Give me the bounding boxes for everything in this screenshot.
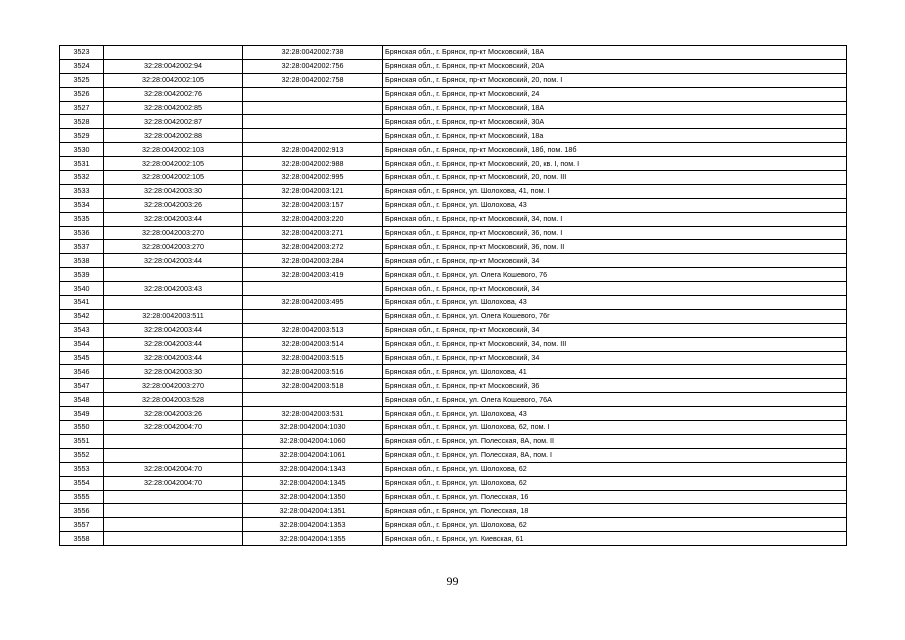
- address-cell: Брянская обл., г. Брянск, ул. Шолохова, 62: [383, 476, 847, 490]
- address-cell: Брянская обл., г. Брянск, ул. Киевская, 61: [383, 532, 847, 546]
- table-row: [60, 59, 847, 73]
- address-cell: Брянская обл., г. Брянск, ул. Шолохова, 62: [383, 462, 847, 476]
- object-number-cell: [243, 115, 383, 129]
- row-number-cell: 3534: [60, 198, 104, 212]
- address-cell: Брянская обл., г. Брянск, пр-кт Московский, 20А: [383, 59, 847, 73]
- row-number-cell: 3554: [60, 476, 104, 490]
- parcel-number-cell: 32:28:0042003:44: [104, 351, 243, 365]
- object-number-cell: 32:28:0042002:988: [243, 157, 383, 171]
- row-number-cell: 3526: [60, 87, 104, 101]
- row-number-cell: 3558: [60, 532, 104, 546]
- parcel-number-cell: 32:28:0042003:43: [104, 282, 243, 296]
- table-row: [60, 504, 847, 518]
- parcel-number-cell: 32:28:0042002:94: [104, 59, 243, 73]
- object-number-cell: 32:28:0042003:220: [243, 212, 383, 226]
- address-cell: Брянская обл., г. Брянск, пр-кт Московский, 34, пом. I: [383, 212, 847, 226]
- object-number-cell: 32:28:0042003:518: [243, 379, 383, 393]
- row-number-cell: 3548: [60, 393, 104, 407]
- row-number-cell: 3528: [60, 115, 104, 129]
- object-number-cell: [243, 101, 383, 115]
- address-cell: Брянская обл., г. Брянск, ул. Шолохова, 62, пом. I: [383, 421, 847, 435]
- row-number-cell: 3552: [60, 448, 104, 462]
- object-number-cell: 32:28:0042002:756: [243, 59, 383, 73]
- address-cell: Брянская обл., г. Брянск, пр-кт Московский, 18А: [383, 101, 847, 115]
- table-row: [60, 490, 847, 504]
- row-number-cell: 3531: [60, 157, 104, 171]
- parcel-number-cell: [104, 448, 243, 462]
- parcel-number-cell: 32:28:0042002:87: [104, 115, 243, 129]
- parcel-number-cell: 32:28:0042003:44: [104, 254, 243, 268]
- parcel-number-cell: [104, 296, 243, 310]
- address-cell: Брянская обл., г. Брянск, пр-кт Московский, 36: [383, 379, 847, 393]
- object-number-cell: 32:28:0042002:995: [243, 171, 383, 185]
- object-number-cell: 32:28:0042004:1351: [243, 504, 383, 518]
- parcel-number-cell: 32:28:0042002:105: [104, 157, 243, 171]
- parcel-number-cell: 32:28:0042003:511: [104, 309, 243, 323]
- table-row: [60, 212, 847, 226]
- parcel-number-cell: 32:28:0042004:70: [104, 476, 243, 490]
- object-number-cell: 32:28:0042004:1355: [243, 532, 383, 546]
- table-row: [60, 434, 847, 448]
- object-number-cell: 32:28:0042003:284: [243, 254, 383, 268]
- object-number-cell: 32:28:0042003:419: [243, 268, 383, 282]
- parcel-number-cell: 32:28:0042003:26: [104, 407, 243, 421]
- table-row: [60, 309, 847, 323]
- parcel-number-cell: [104, 268, 243, 282]
- parcel-number-cell: 32:28:0042003:30: [104, 184, 243, 198]
- address-cell: Брянская обл., г. Брянск, ул. Шолохова, 43: [383, 407, 847, 421]
- table-row: [60, 157, 847, 171]
- address-cell: Брянская обл., г. Брянск, пр-кт Московский, 18А: [383, 46, 847, 60]
- address-cell: Брянская обл., г. Брянск, ул. Олега Кошевого, 76А: [383, 393, 847, 407]
- object-number-cell: 32:28:0042003:121: [243, 184, 383, 198]
- row-number-cell: 3525: [60, 73, 104, 87]
- address-cell: Брянская обл., г. Брянск, ул. Полесская, 8А, пом. II: [383, 434, 847, 448]
- parcel-number-cell: 32:28:0042002:85: [104, 101, 243, 115]
- object-number-cell: 32:28:0042003:514: [243, 337, 383, 351]
- address-cell: Брянская обл., г. Брянск, пр-кт Московский, 18б, пом. 18б: [383, 143, 847, 157]
- row-number-cell: 3536: [60, 226, 104, 240]
- table-row: [60, 379, 847, 393]
- parcel-number-cell: 32:28:0042002:105: [104, 171, 243, 185]
- row-number-cell: 3541: [60, 296, 104, 310]
- parcel-number-cell: 32:28:0042003:270: [104, 226, 243, 240]
- object-number-cell: 32:28:0042002:758: [243, 73, 383, 87]
- row-number-cell: 3551: [60, 434, 104, 448]
- table-row: [60, 393, 847, 407]
- address-cell: Брянская обл., г. Брянск, пр-кт Московский, 34, пом. III: [383, 337, 847, 351]
- parcel-number-cell: 32:28:0042002:103: [104, 143, 243, 157]
- row-number-cell: 3535: [60, 212, 104, 226]
- row-number-cell: 3555: [60, 490, 104, 504]
- address-cell: Брянская обл., г. Брянск, пр-кт Московский, 24: [383, 87, 847, 101]
- row-number-cell: 3538: [60, 254, 104, 268]
- address-cell: Брянская обл., г. Брянск, ул. Полесская, 18: [383, 504, 847, 518]
- parcel-number-cell: [104, 46, 243, 60]
- table-row: [60, 73, 847, 87]
- row-number-cell: 3532: [60, 171, 104, 185]
- table-row: [60, 101, 847, 115]
- parcel-number-cell: 32:28:0042002:88: [104, 129, 243, 143]
- table-row: [60, 240, 847, 254]
- object-number-cell: [243, 87, 383, 101]
- table-row: [60, 143, 847, 157]
- object-number-cell: 32:28:0042004:1350: [243, 490, 383, 504]
- row-number-cell: 3527: [60, 101, 104, 115]
- table-row: [60, 87, 847, 101]
- parcel-number-cell: 32:28:0042003:44: [104, 323, 243, 337]
- row-number-cell: 3542: [60, 309, 104, 323]
- address-cell: Брянская обл., г. Брянск, пр-кт Московский, 20, кв. I, пом. I: [383, 157, 847, 171]
- object-number-cell: 32:28:0042004:1343: [243, 462, 383, 476]
- object-number-cell: 32:28:0042004:1030: [243, 421, 383, 435]
- address-cell: Брянская обл., г. Брянск, ул. Шолохова, 43: [383, 296, 847, 310]
- object-number-cell: 32:28:0042003:515: [243, 351, 383, 365]
- address-cell: Брянская обл., г. Брянск, ул. Полесская, 16: [383, 490, 847, 504]
- table-row: [60, 171, 847, 185]
- row-number-cell: 3549: [60, 407, 104, 421]
- object-number-cell: 32:28:0042004:1345: [243, 476, 383, 490]
- object-number-cell: [243, 282, 383, 296]
- row-number-cell: 3537: [60, 240, 104, 254]
- address-cell: Брянская обл., г. Брянск, ул. Шолохова, 41: [383, 365, 847, 379]
- object-number-cell: 32:28:0042003:495: [243, 296, 383, 310]
- object-number-cell: [243, 309, 383, 323]
- address-cell: Брянская обл., г. Брянск, ул. Полесская, 8А, пом. I: [383, 448, 847, 462]
- table-row: [60, 421, 847, 435]
- row-number-cell: 3553: [60, 462, 104, 476]
- object-number-cell: 32:28:0042003:271: [243, 226, 383, 240]
- table-row: [60, 282, 847, 296]
- table-row: [60, 184, 847, 198]
- parcel-number-cell: 32:28:0042003:528: [104, 393, 243, 407]
- parcel-number-cell: [104, 518, 243, 532]
- row-number-cell: 3539: [60, 268, 104, 282]
- object-number-cell: 32:28:0042003:513: [243, 323, 383, 337]
- object-number-cell: 32:28:0042003:516: [243, 365, 383, 379]
- object-number-cell: 32:28:0042004:1060: [243, 434, 383, 448]
- parcel-number-cell: [104, 434, 243, 448]
- table-row: [60, 462, 847, 476]
- address-cell: Брянская обл., г. Брянск, пр-кт Московский, 20, пом. III: [383, 171, 847, 185]
- address-cell: Брянская обл., г. Брянск, пр-кт Московский, 36, пом. I: [383, 226, 847, 240]
- address-cell: Брянская обл., г. Брянск, ул. Шолохова, 41, пом. I: [383, 184, 847, 198]
- row-number-cell: 3524: [60, 59, 104, 73]
- parcel-number-cell: 32:28:0042003:30: [104, 365, 243, 379]
- table-row: [60, 268, 847, 282]
- table-row: [60, 532, 847, 546]
- table-row: [60, 323, 847, 337]
- row-number-cell: 3557: [60, 518, 104, 532]
- object-number-cell: 32:28:0042003:157: [243, 198, 383, 212]
- parcel-number-cell: 32:28:0042003:270: [104, 379, 243, 393]
- address-cell: Брянская обл., г. Брянск, ул. Олега Кошевого, 76: [383, 268, 847, 282]
- parcel-number-cell: 32:28:0042004:70: [104, 421, 243, 435]
- table-row: [60, 115, 847, 129]
- address-cell: Брянская обл., г. Брянск, пр-кт Московский, 30А: [383, 115, 847, 129]
- address-cell: Брянская обл., г. Брянск, пр-кт Московский, 34: [383, 323, 847, 337]
- parcel-number-cell: 32:28:0042002:105: [104, 73, 243, 87]
- table-row: [60, 46, 847, 60]
- table-row: [60, 518, 847, 532]
- table-row: [60, 129, 847, 143]
- table-row: [60, 476, 847, 490]
- row-number-cell: 3533: [60, 184, 104, 198]
- object-number-cell: 32:28:0042003:531: [243, 407, 383, 421]
- parcel-number-cell: [104, 490, 243, 504]
- object-number-cell: 32:28:0042003:272: [243, 240, 383, 254]
- row-number-cell: 3556: [60, 504, 104, 518]
- table-row: [60, 198, 847, 212]
- parcel-number-cell: 32:28:0042002:76: [104, 87, 243, 101]
- row-number-cell: 3543: [60, 323, 104, 337]
- object-number-cell: [243, 393, 383, 407]
- table-row: [60, 337, 847, 351]
- address-cell: Брянская обл., г. Брянск, ул. Шолохова, 43: [383, 198, 847, 212]
- table-row: [60, 254, 847, 268]
- parcel-number-cell: 32:28:0042003:26: [104, 198, 243, 212]
- table-row: [60, 351, 847, 365]
- address-cell: Брянская обл., г. Брянск, ул. Шолохова, 62: [383, 518, 847, 532]
- parcel-number-cell: 32:28:0042003:270: [104, 240, 243, 254]
- page-number: 99: [446, 574, 459, 588]
- address-cell: Брянская обл., г. Брянск, пр-кт Московский, 36, пом. II: [383, 240, 847, 254]
- table-row: [60, 448, 847, 462]
- table-row: [60, 226, 847, 240]
- registry-table: [59, 45, 847, 546]
- row-number-cell: 3544: [60, 337, 104, 351]
- row-number-cell: 3523: [60, 46, 104, 60]
- parcel-number-cell: 32:28:0042003:44: [104, 212, 243, 226]
- table-row: [60, 365, 847, 379]
- address-cell: Брянская обл., г. Брянск, ул. Олега Кошевого, 76г: [383, 309, 847, 323]
- parcel-number-cell: 32:28:0042004:70: [104, 462, 243, 476]
- row-number-cell: 3540: [60, 282, 104, 296]
- address-cell: Брянская обл., г. Брянск, пр-кт Московский, 20, пом. I: [383, 73, 847, 87]
- object-number-cell: 32:28:0042004:1353: [243, 518, 383, 532]
- row-number-cell: 3550: [60, 421, 104, 435]
- object-number-cell: 32:28:0042002:738: [243, 46, 383, 60]
- object-number-cell: 32:28:0042002:913: [243, 143, 383, 157]
- parcel-number-cell: [104, 532, 243, 546]
- parcel-number-cell: [104, 504, 243, 518]
- table-row: [60, 296, 847, 310]
- parcel-number-cell: 32:28:0042003:44: [104, 337, 243, 351]
- registry-table-body: [60, 46, 847, 546]
- address-cell: Брянская обл., г. Брянск, пр-кт Московский, 34: [383, 254, 847, 268]
- row-number-cell: 3546: [60, 365, 104, 379]
- object-number-cell: 32:28:0042004:1061: [243, 448, 383, 462]
- address-cell: Брянская обл., г. Брянск, пр-кт Московский, 34: [383, 351, 847, 365]
- table-row: [60, 407, 847, 421]
- row-number-cell: 3530: [60, 143, 104, 157]
- row-number-cell: 3545: [60, 351, 104, 365]
- row-number-cell: 3529: [60, 129, 104, 143]
- object-number-cell: [243, 129, 383, 143]
- row-number-cell: 3547: [60, 379, 104, 393]
- address-cell: Брянская обл., г. Брянск, пр-кт Московский, 34: [383, 282, 847, 296]
- address-cell: Брянская обл., г. Брянск, пр-кт Московский, 18а: [383, 129, 847, 143]
